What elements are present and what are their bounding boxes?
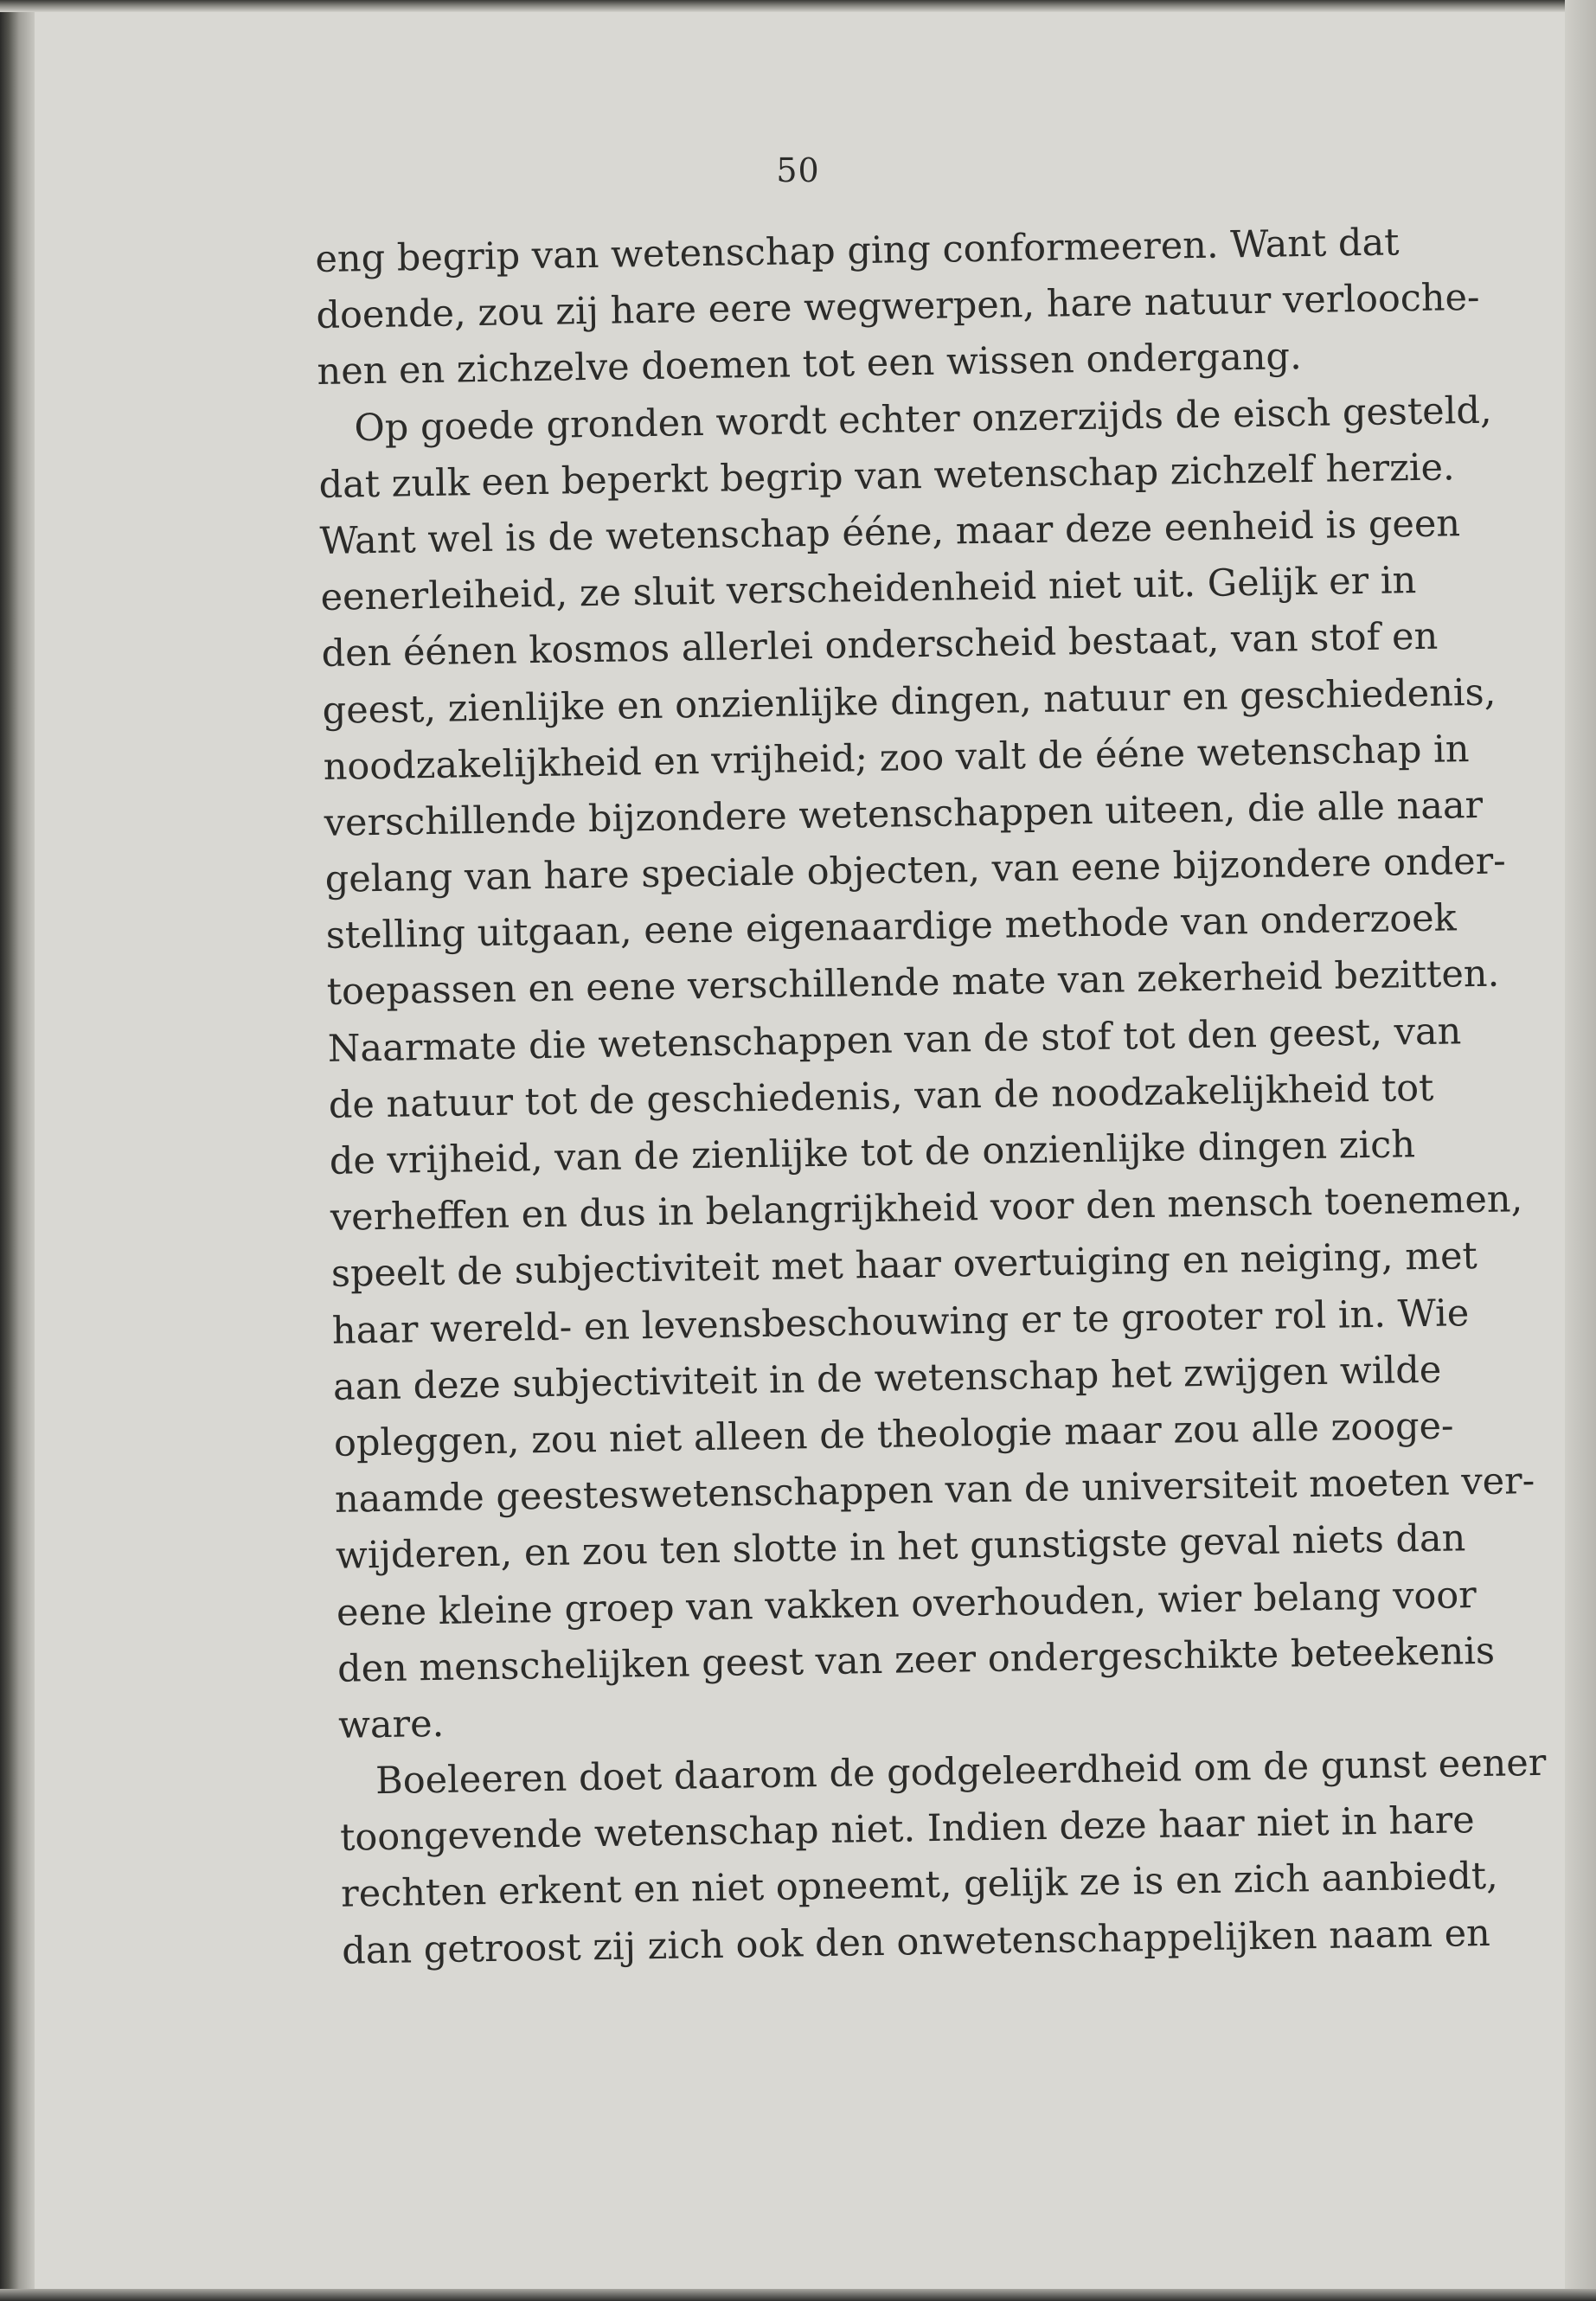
text-line: gelang van hare speciale objecten, van eene bijzondere onder- [324, 839, 1507, 901]
text-line: wijderen, en zou ten slotte in het gunstigste geval niets dan [335, 1516, 1466, 1579]
text-line: haar wereld- en levensbeschouwing er te grooter rol in. Wie [331, 1291, 1470, 1353]
text-line: rechten erkent en niet opneemt, gelijk ze is en zich aanbiedt, [340, 1855, 1499, 1917]
text-line: eenerleiheid, ze sluit verscheidenheid niet uit. Gelijk er in [320, 559, 1417, 620]
text-line: Want wel is de wetenschap ééne, maar deze eenheid is geen [319, 502, 1461, 563]
text-line: Naarmate die wetenschappen van de stof tot den geest, van [327, 1009, 1462, 1071]
text-line: eng begrip van wetenschap ging conformeeren. Want dat [315, 221, 1400, 281]
scan-edge-bottom [0, 2289, 1596, 2301]
text-line: eene kleine groep van vakken overhouden, wier belang voor [336, 1573, 1477, 1635]
text-line: ware. [337, 1702, 445, 1747]
text-line: de natuur tot de geschiedenis, van de noodzakelijkheid tot [328, 1066, 1434, 1127]
text-line: verschillende bijzondere wetenschappen uiteen, die alle naar [324, 783, 1484, 845]
text-line: geest, zienlijke en onzienlijke dingen, natuur en geschiedenis, [322, 670, 1497, 733]
scan-edge-top [0, 0, 1596, 12]
text-line: dat zulk een beperkt begrip van wetenschap zichzelf herzie. [318, 445, 1456, 507]
text-line: aan deze subjectiviteit in de wetenschap het zwijgen wilde [332, 1348, 1442, 1409]
text-line: toongevende wetenschap niet. Indien deze haar niet in hare [339, 1798, 1476, 1861]
text-line: dan getroost zij zich ook den onwetenschappelijken naam en [341, 1911, 1491, 1973]
text-line: speelt de subjectiviteit met haar overtuiging en neiging, met [330, 1234, 1478, 1297]
text-line: nen en zichzelve doemen tot een wissen ondergang. [317, 335, 1303, 394]
text-line: doende, zou zij hare eere wegwerpen, hare natuur verlooche- [316, 276, 1480, 338]
paragraph-start-line: Boeleeren doet daarom de godgeleerdheid om de gunst eener [375, 1740, 1547, 1804]
paragraph-start-line: Op goede gronden wordt echter onzerzijds de eisch gesteld, [354, 388, 1492, 450]
text-line: toepassen en eene verschillende mate van zekerheid bezitten. [326, 952, 1500, 1015]
text-line: den éénen kosmos allerlei onderscheid bestaat, van stof en [321, 614, 1439, 676]
text-line: den menschelijken geest van zeer ondergeschikte beteekenis [337, 1629, 1496, 1691]
page-number: 50 [776, 151, 820, 189]
text-line: opleggen, zou niet alleen de theologie maar zou alle zooge- [333, 1404, 1454, 1465]
text-line: noodzakelijkheid en vrijheid; zoo valt de ééne wetenschap in [323, 727, 1470, 789]
text-line: naamde geesteswetenschappen van de universiteit moeten ver- [334, 1459, 1535, 1522]
scan-edge-left [0, 0, 35, 2301]
text-line: stelling uitgaan, eene eigenaardige methode van onderzoek [325, 896, 1458, 958]
text-line: verheffen en dus in belangrijkheid voor den mensch toenemen, [330, 1177, 1523, 1240]
body-text [315, 215, 1547, 1980]
text-line: de vrijheid, van de zienlijke tot de onzienlijke dingen zich [329, 1123, 1416, 1183]
scan-edge-right [1565, 0, 1596, 2301]
